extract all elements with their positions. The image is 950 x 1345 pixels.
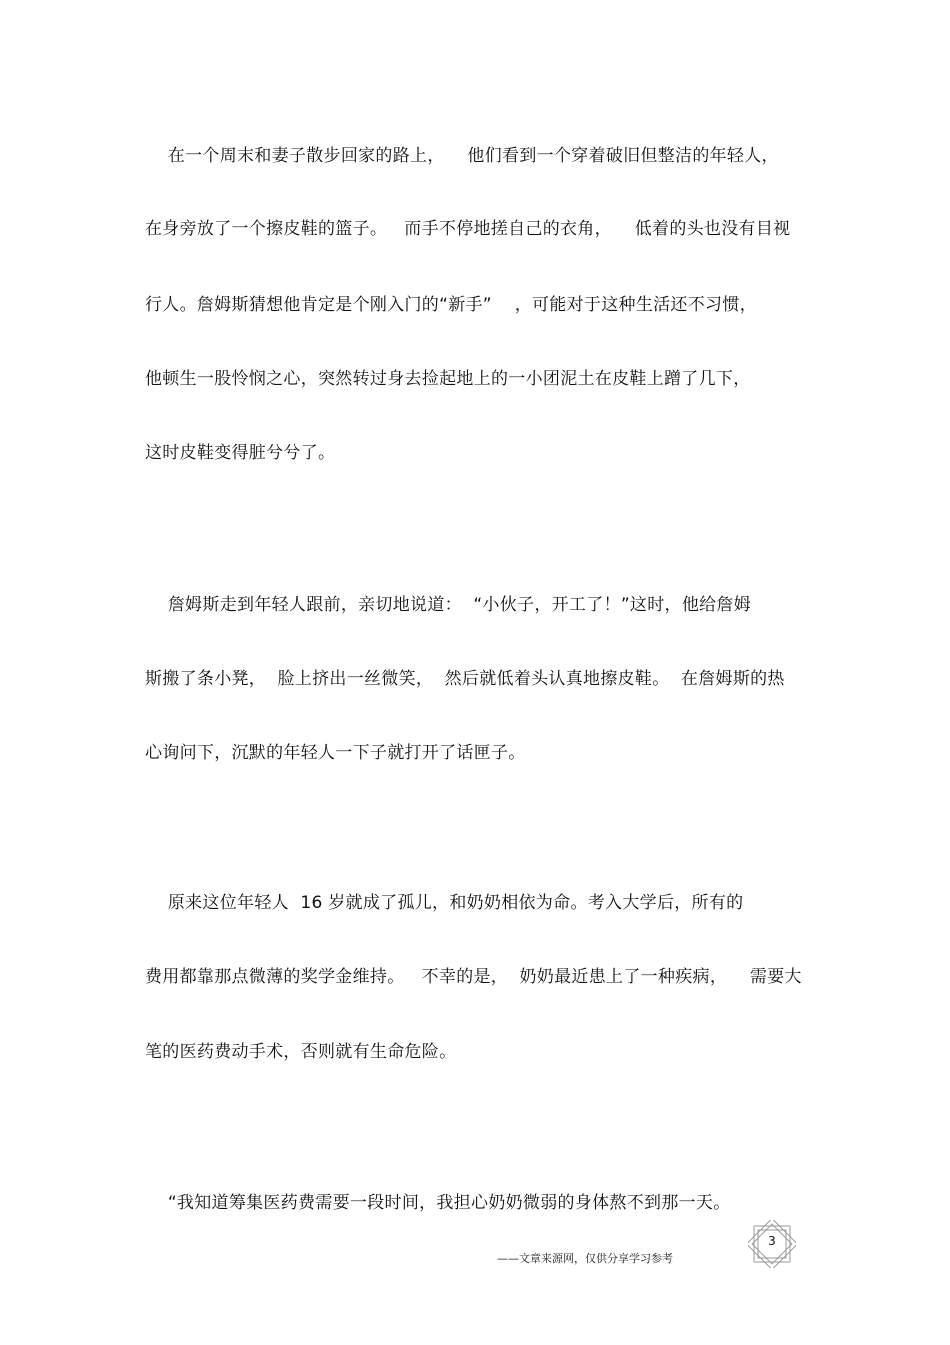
paragraph-3-line-1: 原来这位年轻人 16 岁就成了孤儿，和奶奶相依为命。考入大学后，所有的 <box>145 893 744 913</box>
paragraph-3-line-3: 笔的医药费动手术，否则就有生命危险。 <box>145 1042 457 1062</box>
footer-source-note: ——文章来源网，仅供分享学习参考 <box>497 1252 673 1265</box>
paragraph-2-line-2: 斯搬了条小凳， 脸上挤出一丝微笑， 然后就低着头认真地擦皮鞋。 在詹姆斯的热 <box>145 669 785 689</box>
paragraph-1-line-5: 这时皮鞋变得脏兮兮了。 <box>145 443 336 463</box>
paragraph-1-line-1: 在一个周末和妻子散步回家的路上， 他们看到一个穿着破旧但整洁的年轻人， <box>145 146 779 166</box>
page-number: 3 <box>768 1234 776 1248</box>
paragraph-1-line-3: 行人。詹姆斯猜想他肯定是个刚入门的“新手” ，可能对于这种生活还不习惯， <box>145 295 757 315</box>
paragraph-2-line-3: 心询问下，沉默的年轻人一下子就打开了话匣子。 <box>145 743 526 763</box>
paragraph-2-line-1: 詹姆斯走到年轻人跟前，亲切地说道： “小伙子，开工了！”这时，他给詹姆 <box>145 595 752 615</box>
paragraph-3-line-2: 费用都靠那点微薄的奖学金维持。 不幸的是， 奶奶最近患上了一种疾病， 需要大 <box>145 967 802 987</box>
page-number-badge <box>748 1220 796 1268</box>
paragraph-4-line-1: “我知道筹集医药费需要一段时间，我担心奶奶微弱的身体熬不到那一天。 <box>145 1193 731 1213</box>
paragraph-1-line-4: 他顿生一股怜悯之心，突然转过身去捡起地上的一小团泥土在皮鞋上蹭了几下， <box>145 369 751 389</box>
paragraph-1-line-2: 在身旁放了一个擦皮鞋的篮子。 而手不停地搓自己的衣角， 低着的头也没有目视 <box>145 219 791 239</box>
